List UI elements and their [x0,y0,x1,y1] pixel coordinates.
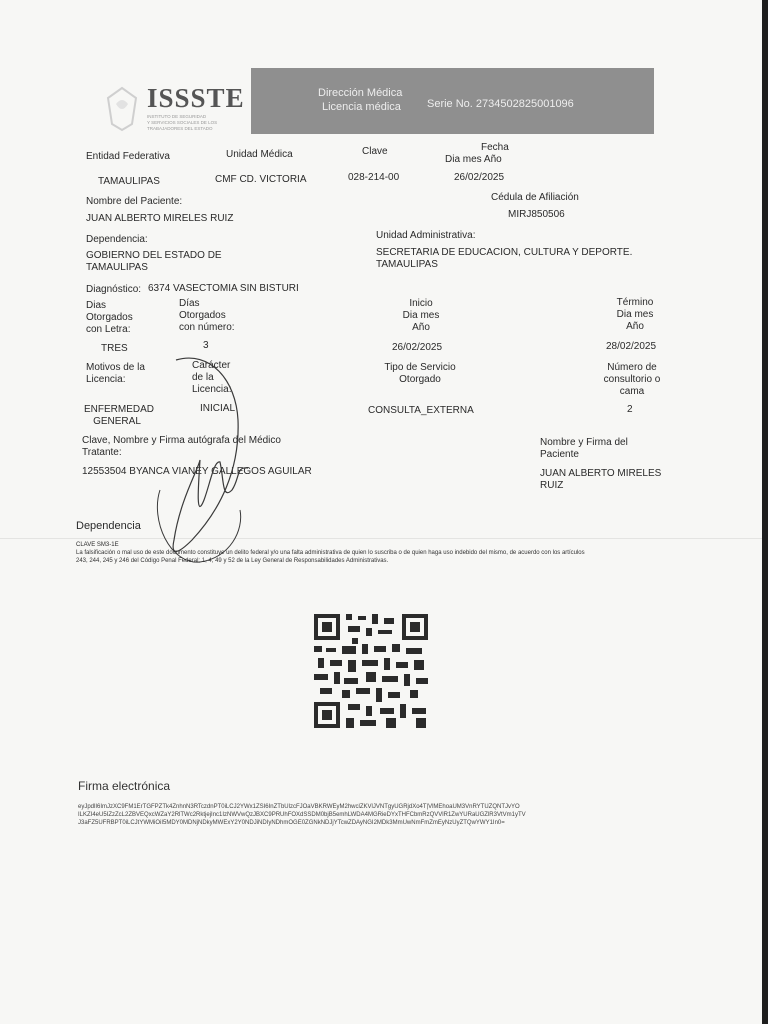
firma-electronica-label: Firma electrónica [78,779,171,793]
cedula-value: MIRJ850506 [508,209,565,220]
dias-letra-value: TRES [101,343,128,354]
termino-label: Término Dia mes Año [616,297,654,332]
dependencia-value: GOBIERNO DEL ESTADO DE TAMAULIPAS [86,250,222,273]
clave-sm: CLAVE SM3-1E [76,542,119,548]
inicio-label: Inicio Dia mes Año [402,298,440,333]
clave-label: Clave [362,146,388,157]
dias-letra-label: Dias Otorgados con Letra: [86,300,133,335]
issste-logo: ISSSTE [147,83,245,113]
header-direccion: Dirección Médica [318,87,403,99]
diagnostico-label: Diagnóstico: [86,284,142,295]
caracter-value: INICIAL [200,403,236,414]
paper-fold [0,538,762,539]
header-licencia: Licencia médica [322,101,401,113]
dias-numero-label: Días Otorgados con número: [179,298,235,333]
clave-value: 028-214-00 [348,172,400,183]
nombre-paciente-value: JUAN ALBERTO MIRELES RUIZ [86,213,234,224]
inicio-value: 26/02/2025 [392,342,443,353]
fecha-value: 26/02/2025 [454,172,505,183]
diagnostico-value: 6374 VASECTOMIA SIN BISTURI [148,283,299,294]
paciente-firma-value: JUAN ALBERTO MIRELES RUIZ [540,468,662,491]
issste-emblem-icon [102,84,142,132]
dias-numero-value: 3 [203,340,209,351]
medico-signature [140,350,280,570]
dependencia-footer-label: Dependencia [76,520,141,532]
motivos-value: ENFERMEDAD GENERAL [84,404,155,427]
termino-value: 28/02/2025 [606,341,657,352]
unidad-administrativa-value: SECRETARIA DE EDUCACION, CULTURA Y DEPORTE. TAMAULIPAS [376,247,633,270]
consultorio-value: 2 [627,404,633,415]
consultorio-label: Número de consultorio o cama [603,362,661,397]
firma-electronica-value: eyJpdlI6ImJzXC9FM1ErTGFPZTk4ZnhnN3RTczdnPT0iLCJ2YWx1ZSI6InZTbUlzcFJOaVBKRWEyM2hwclZKVlJVNTgyUGRjdXo4T|VlMEhoaUM3VnRYTUZQNTJvYO ILKZI4eU5IZzZcL2ZBVEQxcWZaY2RlTWc2RktjejInc1IzNWVwQzJBXC9PRUhFOXdSSDM0bjB5emhLWDA4MGRieDYxTHFCbmRzQVVlR1ZwYURaUGZlR3VtVm1yTV J3aFZ5UFRBPT0iLCJtYWMiOiI5MDY0MDNjNDkyMWExY2Y0NDJiNDIyNDhmOGE0ZGNkNDJjYTcwZDAyNGI2MDk3MmUwNmFmZmEyNzUyZTQwYWY1In0= [78,804,526,826]
unidad-medica-label: Unidad Médica [226,149,293,160]
tipo-servicio-value: CONSULTA_EXTERNA [368,405,474,416]
fecha-dia-mes-anio-label: Dia mes Año [445,154,502,165]
medico-value: 12553504 BYANCA VIANEY GALLEGOS AGUILAR [82,466,312,477]
issste-logo-subtitle: INSTITUTO DE SEGURIDAD Y SERVICIOS SOCIALES DE LOS TRABAJADORES DEL ESTADO [147,114,218,131]
background-edge [762,0,768,1024]
entidad-label: Entidad Federativa [86,151,170,162]
unidad-administrativa-label: Unidad Administrativa: [376,230,476,241]
tipo-servicio-label: Tipo de Servicio Otorgado [384,362,456,385]
unidad-medica-value: CMF CD. VICTORIA [215,174,307,185]
qr-code-icon [312,612,430,730]
legal-notice: La falsificación o mal uso de este documento constituye un delito federal y/o una falta administrativa de quien lo suscriba o de quien haga uso indebido del mismo, de acuerdo con los artículos 243, 244, 245 y 246 del Código Penal Federal; 1, 4, 49 y 52 de la Ley General de Responsabilidades Administrativas. [76,550,585,564]
firma-paciente-label: Nombre y Firma del Paciente [540,437,628,460]
nombre-paciente-label: Nombre del Paciente: [86,196,183,207]
fecha-label: Fecha [481,142,509,153]
entidad-value: TAMAULIPAS [98,176,160,187]
motivos-label: Motivos de la Licencia: [86,362,145,385]
caracter-label: Carácter de la Licencia: [192,360,232,395]
header-serie: Serie No. 2734502825001096 [427,98,574,110]
dependencia-label: Dependencia: [86,234,148,245]
medico-label: Clave, Nombre y Firma autógrafa del Médico Tratante: [82,435,281,458]
cedula-label: Cédula de Afiliación [491,192,579,203]
